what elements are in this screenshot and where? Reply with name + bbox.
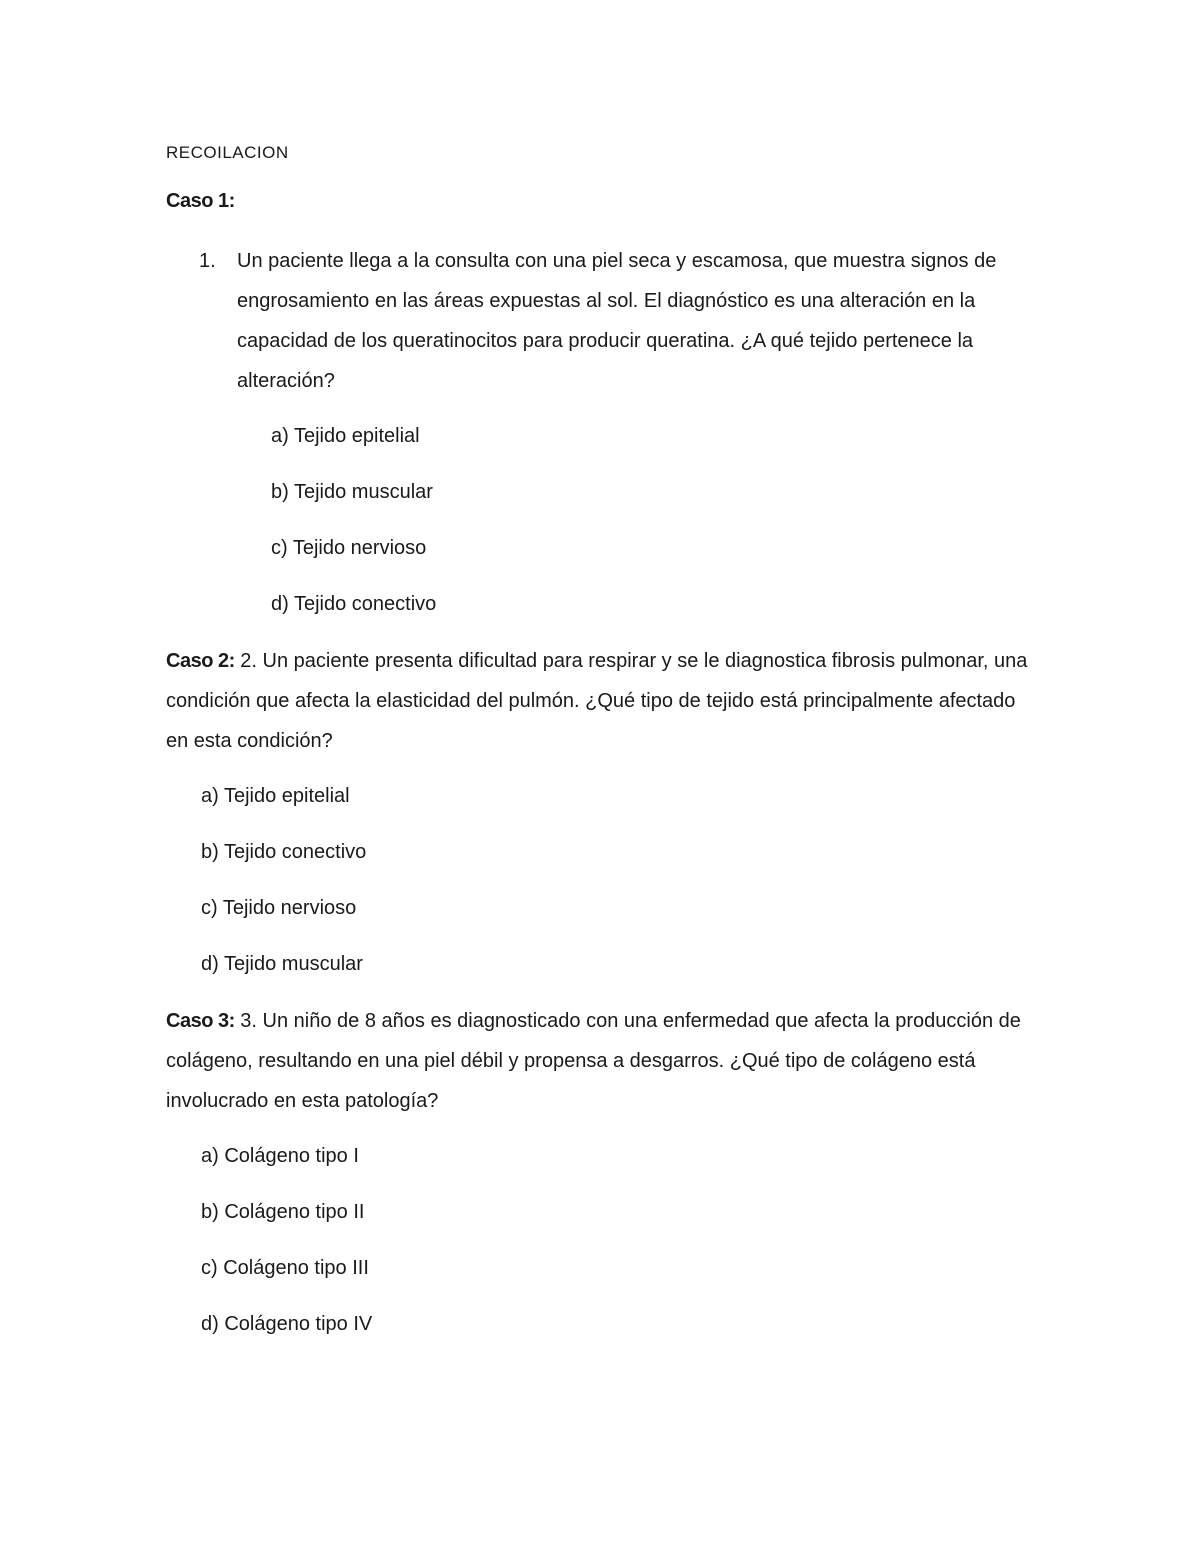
case-1-question-number: 1. <box>199 250 216 272</box>
case-1-option-d: d) Tejido conectivo <box>271 593 437 615</box>
case-3-option-b: b) Colágeno tipo II <box>201 1201 365 1223</box>
case-2-option-d: d) Tejido muscular <box>201 953 363 975</box>
case-1-question <box>166 241 1016 401</box>
case-1-heading: Caso 1: <box>166 190 235 212</box>
case-1-option-b: b) Tejido muscular <box>271 481 433 503</box>
case-2-question-text: 2. Un paciente presenta dificultad para respirar y se le diagnostica fibrosis pulmonar, una condición que afecta la elasticidad del pulmón. ¿Qué tipo de tejido está principalmente afectado en esta condición? <box>166 650 1028 752</box>
case-3-option-a: a) Colágeno tipo I <box>201 1145 359 1167</box>
case-2-option-c: c) Tejido nervioso <box>201 897 357 919</box>
case-3-label: Caso 3: <box>166 1010 235 1032</box>
case-3-option-d: d) Colágeno tipo IV <box>201 1313 373 1335</box>
case-3-question-text: 3. Un niño de 8 años es diagnosticado con una enfermedad que afecta la producción de colágeno, resultando en una piel débil y propensa a desgarros. ¿Qué tipo de colágeno está involucrado en esta patología? <box>166 1010 1021 1112</box>
case-2-option-b: b) Tejido conectivo <box>201 841 367 863</box>
case-3-option-c: c) Colágeno tipo III <box>201 1257 369 1279</box>
document-title: RECOILACION <box>166 143 289 162</box>
case-2-option-a: a) Tejido epitelial <box>201 785 350 807</box>
case-1-option-c: c) Tejido nervioso <box>271 537 427 559</box>
case-1-option-a: a) Tejido epitelial <box>271 425 420 447</box>
case-1-question-text: Un paciente llega a la consulta con una piel seca y escamosa, que muestra signos de engrosamiento en las áreas expuestas al sol. El diagnóstico es una alteración en la capacidad de los queratinocitos para producir queratina. ¿A qué tejido pertenece la alteración? <box>237 250 997 392</box>
case-3-question <box>166 1001 1036 1121</box>
case-2-question <box>166 641 1036 761</box>
case-2-label: Caso 2: <box>166 650 235 672</box>
